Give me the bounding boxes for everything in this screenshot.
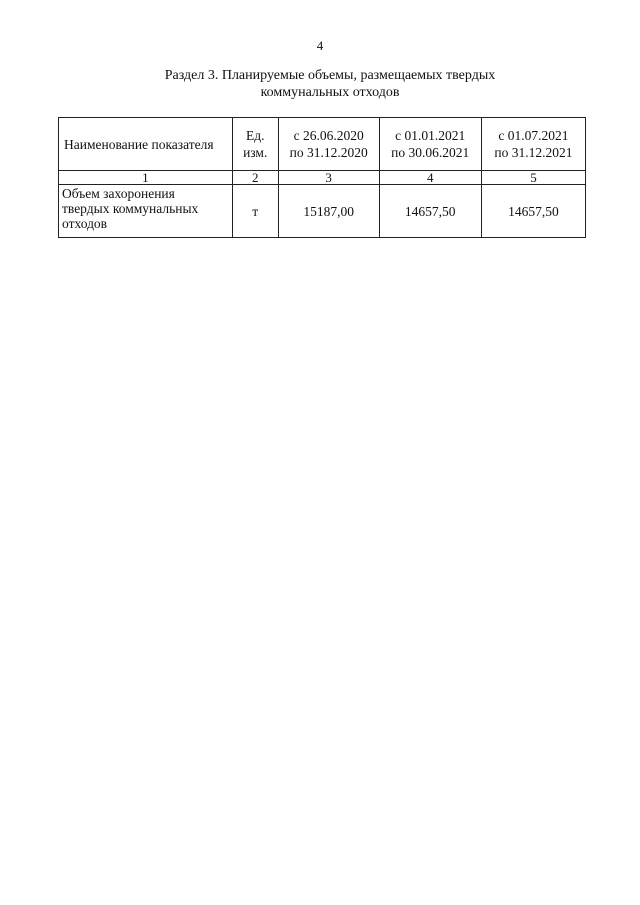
row-value-period-3: 14657,50 <box>481 185 585 238</box>
column-number: 1 <box>59 171 233 185</box>
table-row <box>59 185 586 238</box>
header-period-1-start: с 26.06.2020 <box>293 128 364 143</box>
header-period-1-end: по 31.12.2020 <box>289 145 368 160</box>
planned-volumes-table <box>58 117 586 238</box>
column-number: 2 <box>232 171 278 185</box>
section-title-line-2: коммунальных отходов <box>260 85 400 100</box>
column-number: 5 <box>481 171 585 185</box>
row-indicator-name-line-1: Объем захоронения <box>62 186 175 201</box>
header-period-3 <box>481 118 585 171</box>
section-title <box>60 67 600 101</box>
header-indicator-name: Наименование показателя <box>59 118 233 171</box>
row-value-period-1: 15187,00 <box>278 185 379 238</box>
page-number: 4 <box>316 38 324 53</box>
header-period-2-end: по 30.06.2021 <box>391 145 470 160</box>
header-unit <box>232 118 278 171</box>
column-number-row <box>59 171 586 185</box>
row-indicator-name <box>59 185 233 238</box>
header-period-1 <box>278 118 379 171</box>
header-period-2-start: с 01.01.2021 <box>395 128 466 143</box>
row-indicator-name-line-2: твердых коммунальных <box>62 201 199 216</box>
column-number: 3 <box>278 171 379 185</box>
row-indicator-name-line-3: отходов <box>62 216 108 231</box>
header-period-3-start: с 01.07.2021 <box>498 128 569 143</box>
header-period-2 <box>379 118 481 171</box>
row-value-period-2: 14657,50 <box>379 185 481 238</box>
section-title-line-1: Раздел 3. Планируемые объемы, размещаемых твердых <box>164 68 496 83</box>
header-period-3-end: по 31.12.2021 <box>494 145 573 160</box>
table-header-row <box>59 118 586 171</box>
row-unit: т <box>232 185 278 238</box>
column-number: 4 <box>379 171 481 185</box>
header-unit-line-1: Ед. <box>245 128 265 143</box>
header-unit-line-2: изм. <box>243 145 268 160</box>
